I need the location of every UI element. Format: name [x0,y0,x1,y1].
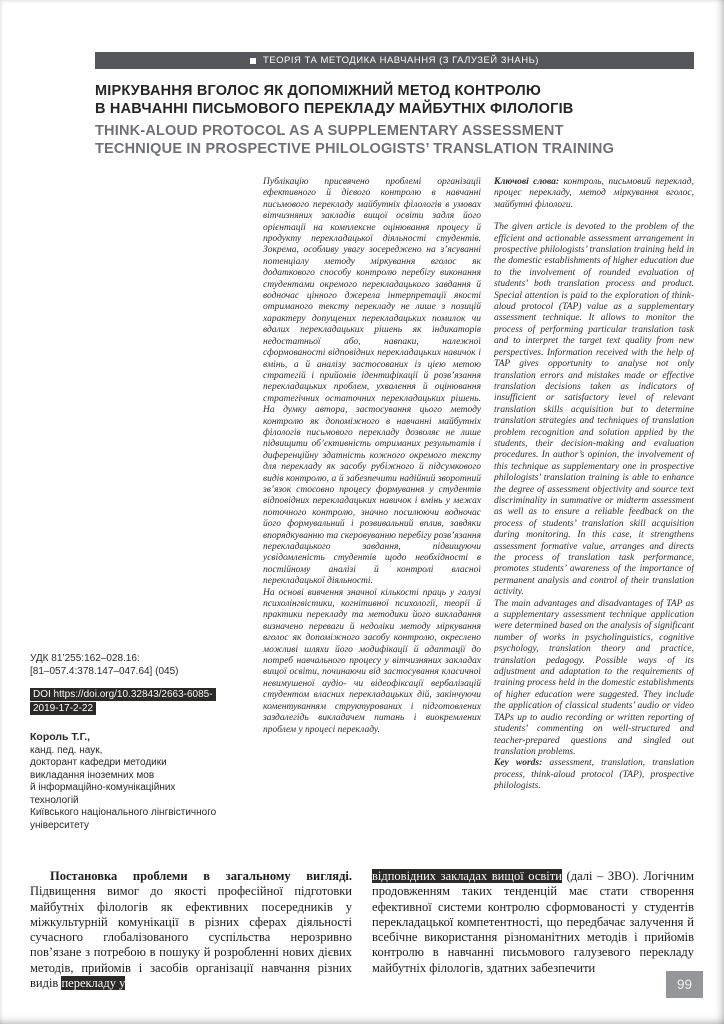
square-bullet-icon [250,58,256,64]
author-affiliation-line2: університету [30,819,90,831]
body-text-right: (далі – ЗВО). Логічним продовженням таких тенденцій має стати створення ефективної системи контролю сформованості у студентів перекладацької компетентності, що передбачає залучення й всебічне використання різноманітних методів і прийомів контролю в навчанні письмового галузевого перекладу майбутніх філологів, здатних забезпечити [372,869,694,975]
abstract-en-paragraph-2: The main advantages and disadvantages of TAP as a supplementary assessment technique application were determined based on the analysis of significant number of works in psycholinguistics, cognitive psychology, translation theory and practice, translation pedagogy. Possible ways of its adjustment and adaptation to the requirements of training process held in the domestic establishments of higher education were suggested. They include the application of classical students’ audio or video TAPs up to audio recording or written reporting of students’ commenting on well-structured and teacher-prepared questions and singled out translation problems. [494,598,694,757]
body-text-left: Підвищення вимог до якості професійної підготовки майбутніх філологів як ефективних посередників у міжкультурній комунікації в різних сферах діяльності сучасного глобалізованого суспільства нерозривно пов’язане з потребою в пошуку й розробленні нових дієвих методів, прийомів і засобів організації навчання різних видів [30,884,352,991]
page-number-badge [666,971,703,998]
author-position-line3: й інформаційно-комунікаційних [30,782,176,793]
article-title-en [95,123,695,158]
keywords-en-list: assessment, translation, translation process, think-aloud protocol (TAP), prospective philologists. [494,758,694,792]
keywords-uk-list: контроль, письмовий переклад, процес перекладу, метод міркування вголос, майбутні філологи. [494,177,694,210]
text-selection-right: відповідних закладах вищої освіти [372,869,562,883]
abstract-uk-paragraph-1: Публікацію присвячено проблемі організації ефективного й дієвого контролю в навчанні письмового перекладу майбутніх філологів в умовах вітчизняних закладів вищої освіти задля його орієнтації на комплексне оцінювання процесу й продукту перекладацької діяльності студентів. Зокрема, особливу увагу зосереджено на з’ясуванні потенціалу методу міркування вголос як додаткового способу контролю перебігу виконання студентами окремого перекладацького завдання й водночас цінного джерела інтерпретації якості отриманого тексту перекладу не лише з позицій характеру допущених перекладацьких помилок чи вдалих перекладацьких рішень як індикаторів недостатньої або, навпаки, належної сформованості відповідних перекладацьких навичок і вмінь, а й аналізу застосованих із цією метою стратегій і прийомів ідентифікації й розв’язання перекладацьких проблем, ухвалення й оцінювання стратегічних остаточних перекладацьких рішень. На думку автора, застосування цього методу контролю як допоміжного в навчанні майбутніх філологів письмового перекладу дозволяє не лише підвищити об’єктивність отриманих результатів і диференційну здатність кожного окремого тексту для перекладу як засобу рубіжного й підсумкового видів контролю, а й забезпечити надійний зворотний зв’язок стосовно процесу формування у студентів відповідних перекладацьких навичок і вмінь у межах поточного контролю, значно посилюючи водночас його формувальний і розвивальний вплив, завдяки впорядкуванню та скеровуванню перебігу розв’язання перекладацького завдання, підвищуючи усвідомленість студентів щодо необхідності в постійному аналізі й контролі власної перекладацької діяльності. [263,177,481,587]
page-number: 99 [676,977,693,992]
author-name: Король Т.Г., [30,731,91,743]
paragraph-heading: Постановка проблеми в загальному вигляді. [50,869,352,883]
section-header-bar [95,52,694,69]
author-position-line1: докторант кафедри методики [30,757,167,768]
body-column-left [30,869,352,995]
author-position-line2: викладання іноземних мов [30,769,155,781]
section-title: ТЕОРІЯ ТА МЕТОДИКА НАВЧАННЯ (З ГАЛУЗЕЙ ЗНАНЬ) [263,55,539,66]
abstract-en-paragraph-1: The given article is devoted to the problem of the efficient and actionable assessment arrangement in prospective philologists’ translation training held in the domestic establishments of higher education due to the involvement of rounded evaluation of students’ both translation process and product. Special attention is paid to the exploration of think-aloud protocol (TAP) value as a supplementary assessment technique. It allows to monitor the process of performing particular translation task and to interpret the target text quality from new perspectives. Information received with the help of TAP gives opportunity to analyse not only translation errors and mistakes made or effective translation decisions taken as indicators of insufficient or satisfactory level of relevant translation skills acquisition but to determine translation strategies and techniques of translation problem recognition and solution applied by the students, their decision-making and evaluation procedures. In author’s opinion, the involvement of this technique as supplementary one in prospective philologists’ translation training is able to enhance the degree of assessment objectivity and source text discriminality in summative or midterm assessment as well as to ensure a reliable feedback on the process of students’ translation skill acquisition during monitoring. In this case, it strengthens assessment formative value, arranges and directs the process of translation task performance, promotes students’ awareness of the importance of permanent analysis and control of their translation activity. [494,222,694,598]
abstract-en-column [494,177,694,861]
abstract-uk-paragraph-2: На основі вивчення значної кількості праць у галузі психолінгвістики, когнітивної психології, теорії й практики перекладу та методики його викладання визначено переваги й недоліки методу міркування вголос як допоміжного засобу контролю, окреслено можливі шляхи його модифікації й адаптації до потреб навчального процесу у вітчизняних закладах вищої освіти, починаючи від застосування класичної невимушеної аудіо- чи відеофіксації вербалізацій студентом власних перекладацьких дій, закінчуючи коментуванням структурованих і підготовлених заздалегідь викладачем питань і виокремлених проблем у процесі перекладу. [263,587,481,735]
body-paragraph-right [372,869,694,976]
doi-block [30,688,222,716]
author-affiliation-line1: Київського національного лінгвістичного [30,807,217,818]
article-title-uk [95,83,695,118]
author-degree: канд. пед. наук, [30,744,103,756]
doi-link[interactable]: DOI https://doi.org/10.32843/2663-6085-2019-17-2-22 [30,688,216,715]
text-selection-left: перекладу у [61,976,126,991]
article-title-en-line1: THINK-ALOUD PROTOCOL AS A SUPPLEMENTARY ASSESSMENT [95,123,564,139]
udc-line2: [81–057.4:378.147–047.64] (045) [30,665,179,677]
body-paragraph-left [30,869,352,991]
meta-column [30,653,235,832]
keywords-uk-paragraph [494,177,694,211]
udc-code [30,653,235,678]
body-column-right [372,869,694,995]
keywords-en-paragraph [494,758,694,792]
keywords-uk-label: Ключові слова: [494,177,560,187]
udc-line1: УДК 81’255:162–028.16: [30,653,140,664]
article-title-en-line2: TECHNIQUE IN PROSPECTIVE PHILOLOGISTS’ TRANSLATION TRAINING [95,140,615,157]
keywords-en-label: Key words: [494,758,543,769]
author-position-line4: технологій [30,794,79,806]
article-title-uk-line2: В НАВЧАННІ ПИСЬМОВОГО ПЕРЕКЛАДУ МАЙБУТНІХ ФІЛОЛОГІВ [95,100,574,117]
article-title-uk-line1: МІРКУВАННЯ ВГОЛОС ЯК ДОПОМІЖНИЙ МЕТОД КОНТРОЛЮ [95,83,542,99]
abstract-uk-column [263,177,481,853]
